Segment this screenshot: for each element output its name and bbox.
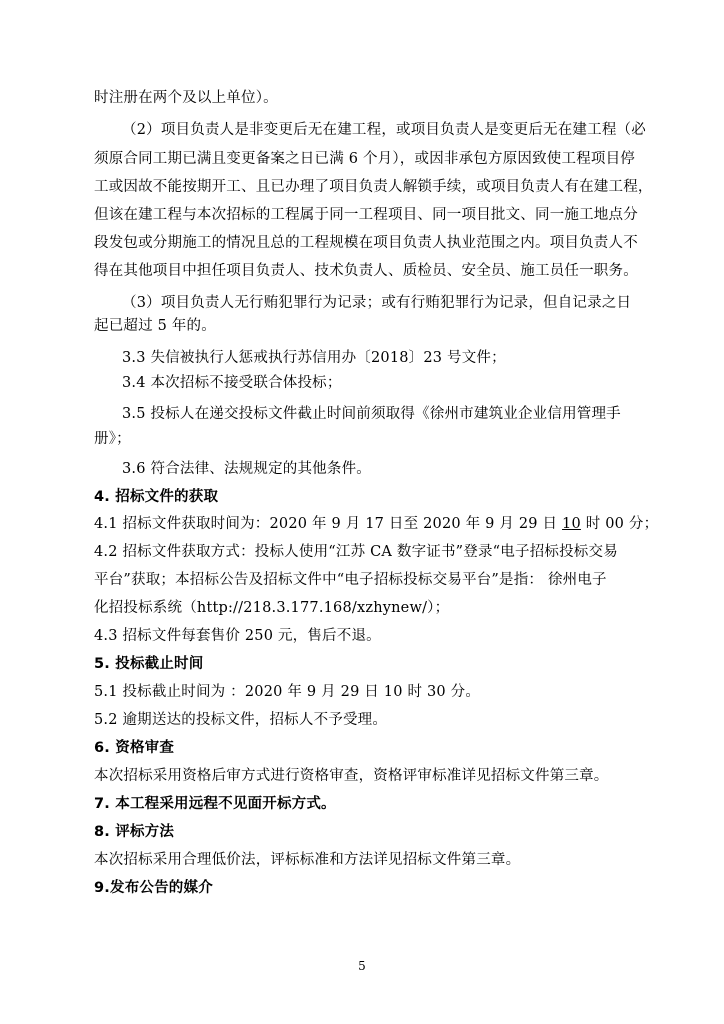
paragraph-line: 4.3 招标文件每套售价 250 元，售后不退。 <box>94 628 381 644</box>
paragraph-line: 化招投标系统（http://218.3.177.168/xzhynew/）； <box>94 600 450 616</box>
paragraph-line: 3.3 失信被执行人惩戒执行苏信用办〔2018〕23 号文件； <box>122 350 506 366</box>
text-run: 4.1 招标文件获取时间为：2020 年 9 月 17 日至 2020 年 9 月 29 日 <box>94 516 563 532</box>
section-heading: 7. 本工程采用远程不见面开标方式。 <box>94 796 336 812</box>
paragraph-line: 得在其他项目中担任项目负责人、技术负责人、质检员、安全员、施工员任一职务。 <box>94 263 638 279</box>
paragraph-line: 本次招标采用资格后审方式进行资格审查，资格评审标准详见招标文件第三章。 <box>94 768 609 784</box>
page-number: 5 <box>358 959 366 973</box>
paragraph-line: 册》； <box>94 431 131 447</box>
section-heading: 6. 资格审查 <box>94 740 175 756</box>
paragraph-line: 3.4 本次招标不接受联合体投标； <box>122 375 342 391</box>
paragraph-line: 平台”获取；本招标公告及招标文件中“电子招标投标交易平台”是指： 徐州电子 <box>94 572 607 588</box>
paragraph-line: 须原合同工期已满且变更备案之日已满 6 个月），或因非承包方原因致使工程项目停 <box>94 151 635 167</box>
paragraph-line: 3.5 投标人在递交投标文件截止时间前须取得《徐州市建筑业企业信用管理手 <box>122 406 621 422</box>
section-heading: 5. 投标截止时间 <box>94 656 204 672</box>
paragraph-line: 起已超过 5 年的。 <box>94 318 216 334</box>
section-heading: 8. 评标方法 <box>94 824 175 840</box>
section-heading: 9.发布公告的媒介 <box>94 880 213 896</box>
paragraph-line <box>94 514 658 534</box>
paragraph-line: 工或因故不能按期开工、且已办理了项目负责人解锁手续，或项目负责人有在建工程， <box>94 179 653 195</box>
paragraph-line: 本次招标采用合理低价法，评标标准和方法详见招标文件第三章。 <box>94 852 521 868</box>
text-run: 时 00 分； <box>580 516 659 532</box>
paragraph-line: 5.1 投标截止时间为 ：2020 年 9 月 29 日 10 时 30 分。 <box>94 684 481 700</box>
paragraph-line: （3）项目负责人无行贿犯罪行为记录；或有行贿犯罪行为记录，但自记录之日 <box>122 295 632 311</box>
paragraph-line: 4.2 招标文件获取方式：投标人使用“江苏 CA 数字证书”登录“电子招标投标交易 <box>94 544 618 560</box>
paragraph-line: 时注册在两个及以上单位）。 <box>94 90 278 106</box>
paragraph-line: 3.6 符合法律、法规规定的其他条件。 <box>122 461 371 477</box>
paragraph-line: （2）项目负责人是非变更后无在建工程，或项目负责人是变更后无在建工程（必 <box>122 122 646 138</box>
paragraph-line: 5.2 逾期送达的投标文件，招标人不予受理。 <box>94 712 388 728</box>
section-heading: 4. 招标文件的获取 <box>94 489 219 505</box>
paragraph-line: 但该在建工程与本次招标的工程属于同一工程项目、同一项目批文、同一施工地点分 <box>94 207 638 223</box>
paragraph-line: 段发包或分期施工的情况且总的工程规模在项目负责人执业范围之内。项目负责人不 <box>94 235 638 251</box>
underlined-text: 10 <box>562 516 581 532</box>
